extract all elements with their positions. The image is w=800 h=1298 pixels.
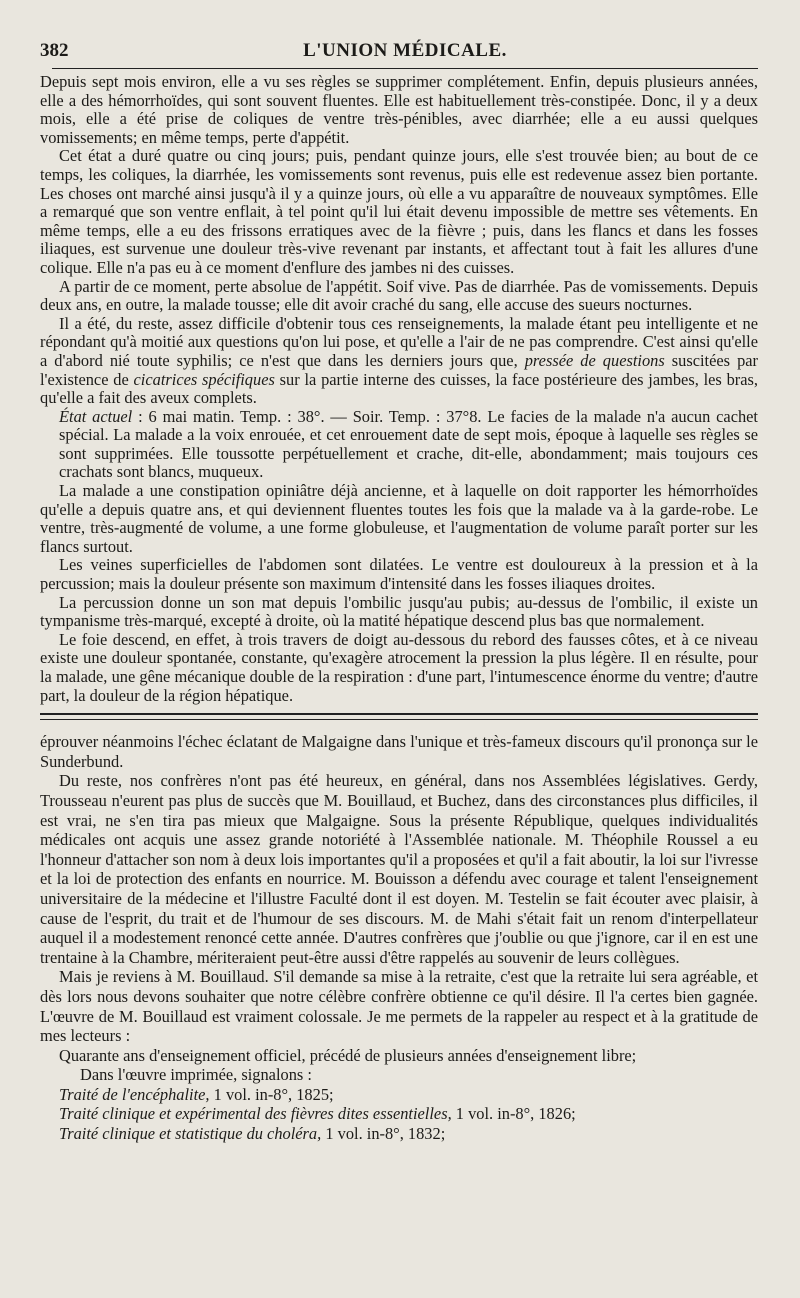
current-state-paragraph — [40, 408, 758, 482]
italic-phrase: cicatrices spécifiques — [133, 369, 275, 389]
italic-phrase: pressée de questions — [524, 350, 665, 370]
current-state-label: État actuel — [59, 406, 133, 426]
feuilleton-section — [40, 732, 758, 1143]
feuilleton-paragraph: Du reste, nos confrères n'ont pas été heureux, en général, dans nos Assemblées législatives. Gerdy, Trousseau n'eurent pas plus de succès que M. Bouillaud, et Buchez, dans des circonstances plus difficiles, il est vrai, ne s'en tira pas mieux que Malgaigne. Sous la présente République, quelques individualités médicales ont acquis une assez grande notoriété à l'Assemblée nationale. M. Théophile Roussel a eu l'honneur d'attacher son nom à deux lois importantes qu'il a proposées et qu'il a fait aboutir, la loi sur l'ivresse et la loi de protection des enfants en nourrice. M. Bouisson a défendu avec courage et talent l'enseignement universitaire de la médecine et l'illustre Faculté dont il est doyen. M. Testelin se fait écouter avec plaisir, à cause de l'esprit, du trait et de l'humour de ses discours. M. de Mahi s'était fait un renom d'interpellateur auquel il a modestement renoncé cette année. D'autres confrères que j'oublie ou que j'ignore, car il en est une trentaine à la Chambre, mériteraient peut-être aussi d'être rappelés au souvenir de leurs collègues. — [40, 771, 758, 967]
book-list — [40, 1085, 758, 1144]
article-paragraph: La percussion donne un son mat depuis l'ombilic jusqu'au pubis; au-dessus de l'ombilic, il existe un tympanisme très-marqué, excepté à droite, où la matité hépatique descend plus bas que normalement. — [40, 592, 758, 631]
article-paragraph: A partir de ce moment, perte absolue de l'appétit. Soif vive. Pas de diarrhée. Pas de vomissements. Depuis deux ans, en outre, la malade tousse; elle dit avoir craché du sang, elle accuse des sueurs nocturnes. — [40, 276, 758, 315]
printed-work-intro: Dans l'œuvre imprimée, signalons : — [80, 1065, 312, 1085]
clinical-article — [40, 73, 758, 705]
paragraph-text: : 6 mai matin. Temp. : 38°. — Soir. Temp. : 37°8. Le facies de la malade n'a aucun cachet spécial. La malade a la voix enrouée, et cet enrouement date de sept mois, époque à laquelle ses règles se sont supprimées. Elle toussotte perpétuellement et crache, dit-elle, abondamment; mais toujours ces crachats sont blancs, muqueux. — [59, 406, 758, 482]
book-edition: 1 vol. in-8°, 1825; — [209, 1084, 334, 1104]
running-title: L'UNION MÉDICALE. — [303, 40, 507, 61]
article-paragraph — [40, 315, 758, 408]
book-title: Traité clinique et statistique du choléra, — [59, 1124, 322, 1144]
book-item — [40, 1085, 758, 1105]
feuilleton-paragraph: éprouver néanmoins l'échec éclatant de Malgaigne dans l'unique et très-fameux discours qu'il prononça sur le Sunderbund. — [40, 732, 758, 771]
article-paragraph: Depuis sept mois environ, elle a vu ses règles se supprimer complétement. Enfin, depuis plusieurs années, elle a des hémorrhoïdes, qui sont souvent fluentes. Elle est habituellement très-constipée. Donc, il y a deux mois, elle a été prise de coliques de ventre très-pénibles, avec diarrhée; elle a eu aussi quelques vomissements; en même temps, perte d'appétit. — [40, 72, 758, 147]
paragraph-text: Il a été, du reste, assez difficile d'obtenir tous ces renseignements, la malade étant peu intelligente et ne répondant qu'à moitié aux questions qu'on lui pose, et qu'elle a l'air de ne pas comprendre. C'est ainsi qu'elle a d'abord nié toute syphilis; ce n'est que dans les derniers jours que, — [40, 313, 758, 370]
book-item — [40, 1124, 758, 1144]
page-header — [40, 38, 758, 69]
book-edition: 1 vol. in-8°, 1826; — [451, 1104, 576, 1124]
article-paragraph: Cet état a duré quatre ou cinq jours; puis, pendant quinze jours, elle s'est trouvée bien; au bout de ce temps, les coliques, la diarrhée, les vomissements sont revenus, puis elle est redevenue assez bien portante. Les choses ont marché ainsi jusqu'à il y a quinze jours, où elle a vu apparaître de nouveaux symptômes. Elle a remarqué que son ventre enflait, à tel point qu'il lui était devenu impossible de mettre ses vêtements. En même temps, elle a eu des frissons erratiques avec de la fièvre ; puis, dans les flancs et dans les fosses iliaques, est survenue une douleur très-vive revenant par instants, et affectant tout à fait les allures d'une colique. Elle n'a pas eu à ce moment d'enflure des jambes ni des cuisses. — [40, 146, 758, 277]
section-divider — [40, 713, 758, 720]
page-number: 382 — [40, 40, 69, 61]
paragraph-text: suscitées par l'existence de — [40, 350, 758, 389]
book-title: Traité de l'encéphalite, — [59, 1084, 210, 1104]
paragraph-text: sur la partie interne des cuisses, la face postérieure des jambes, les bras, qu'elle a fait des aveux complets. — [40, 369, 758, 408]
teaching-line: Quarante ans d'enseignement officiel, précédé de plusieurs années d'enseignement libre; — [59, 1045, 637, 1065]
book-item — [40, 1104, 758, 1124]
article-paragraph: Les veines superficielles de l'abdomen sont dilatées. Le ventre est douloureux à la pression et à la percussion; mais la douleur présente son maximum d'intensité dans les fosses iliaques droites. — [40, 555, 758, 594]
feuilleton-paragraph: Mais je reviens à M. Bouillaud. S'il demande sa mise à la retraite, c'est que la retraite lui sera agréable, et dès lors nous devons souhaiter que notre célèbre confrère obtienne ce qu'il désire. Il l'a certes bien gagnée. L'œuvre de M. Bouillaud est vraiment colossale. Je me permets de la rappeler au respect et à la gratitude de mes lecteurs : — [40, 967, 758, 1046]
book-edition: 1 vol. in-8°, 1832; — [321, 1124, 446, 1144]
article-paragraph: Le foie descend, en effet, à trois travers de doigt au-dessous du rebord des fausses côtes, et à ce niveau existe une douleur spontanée, constante, qu'exagère atrocement la pression la plus légère. Il en résulte, pour la malade, une gêne mécanique double de la respiration : d'une part, l'intumescence énorme du ventre; d'autre part, la douleur de la région hépatique. — [40, 629, 758, 705]
book-title: Traité clinique et expérimental des fièvres dites essentielles, — [59, 1104, 452, 1124]
article-paragraph: La malade a une constipation opiniâtre déjà ancienne, et à laquelle on doit rapporter les hémorrhoïdes qu'elle a depuis quatre ans, et qui deviennent fluentes toutes les fois que la malade va à la garde-robe. Le ventre, très-augmenté de volume, a une forme globuleuse, et l'augmentation de volume paraît porter sur les flancs surtout. — [40, 481, 758, 556]
